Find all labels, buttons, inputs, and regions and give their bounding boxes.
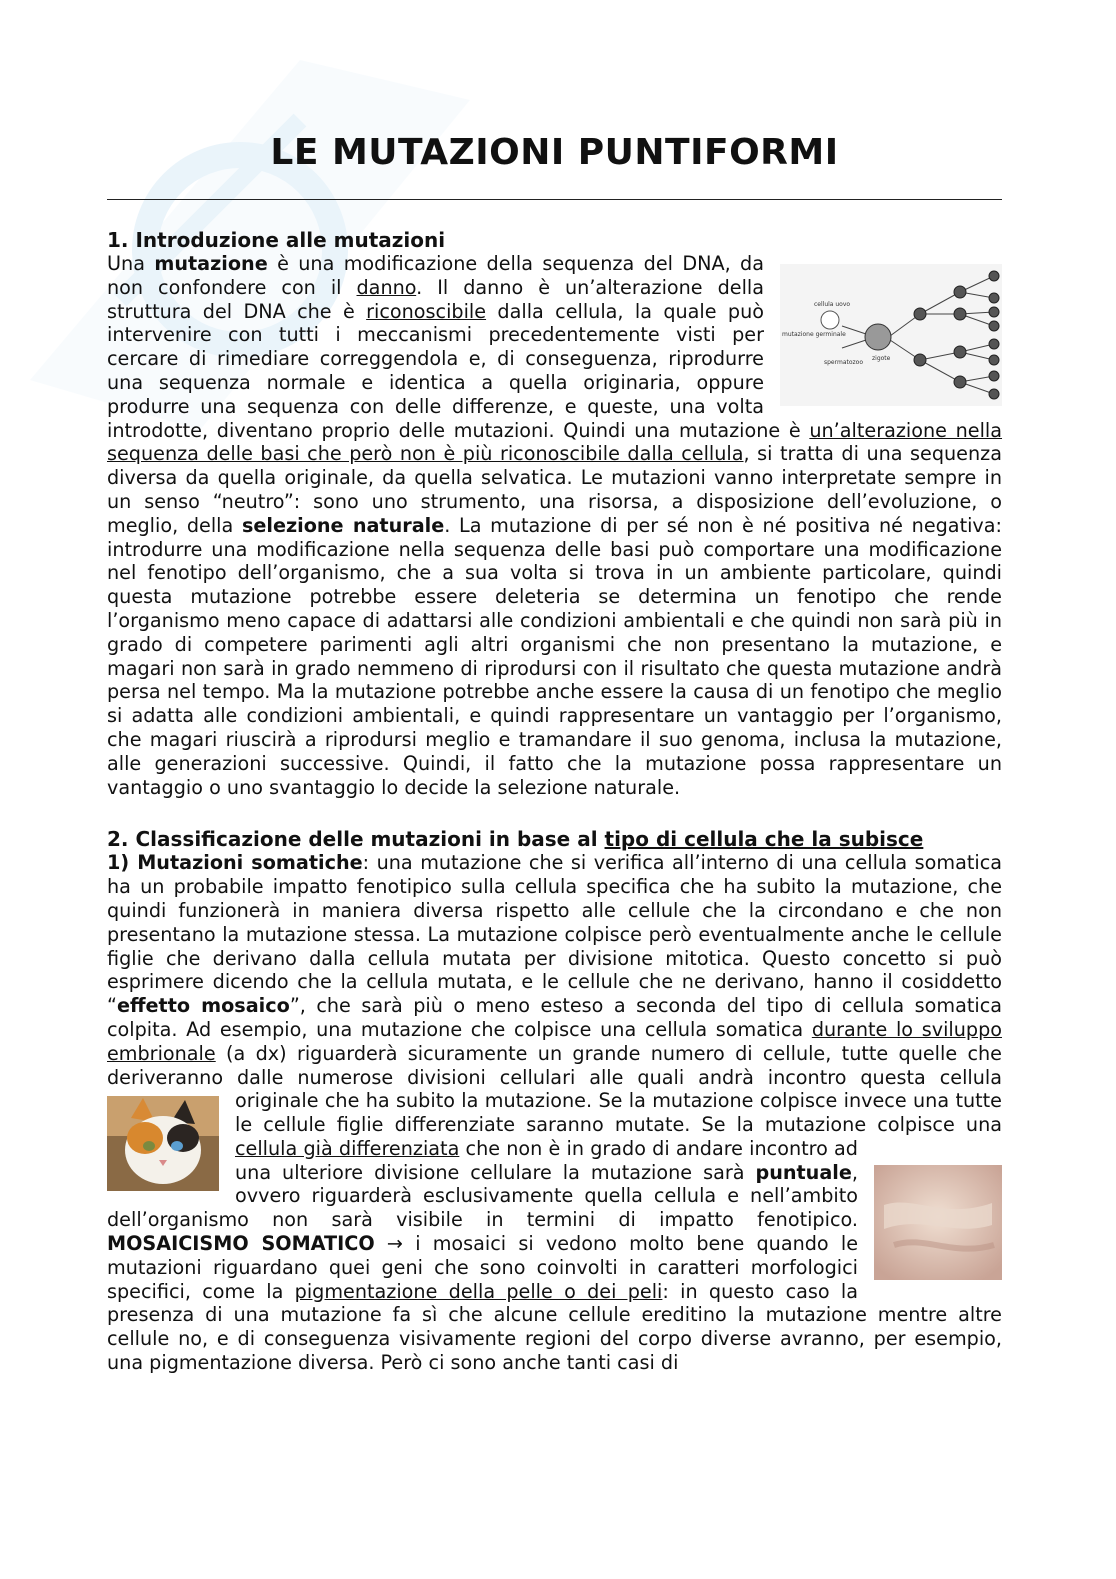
section-2-heading: 2. Classificazione delle mutazioni in base al tipo di cellula che la subisce xyxy=(107,827,924,852)
label-zigote: zigote xyxy=(872,355,891,362)
subheading-mutazioni-somatiche: 1) Mutazioni somatiche xyxy=(107,851,363,875)
calico-cat-photo xyxy=(107,1096,219,1191)
title-divider xyxy=(107,199,1002,200)
section-1-heading: 1. Introduzione alle mutazioni xyxy=(107,228,446,252)
label-cellula-uovo: cellula uovo xyxy=(814,301,851,308)
section-1-paragraph: Una mutazione è una modificazione della sequenza del DNA, da non confondere con il danno. Il danno è un’alterazione della struttura del DNA che è riconoscibile dalla cellula, la quale può intervenire con tutti i meccanismi precedentemente visti per cercare di rimediare correggendola e, di conseguenza, riprodurre una sequenza normale e identica a quella originaria, oppure produrre una sequenza con delle differenze, e queste, una volta introdotte, diventano proprio delle mutazioni. Quindi una mutazione è un’alterazione nella sequenza delle basi che però non è più riconoscibile dalla cellula, si tratta di una sequenza diversa da quella originale, da quella selvatica. Le mutazioni vanno interpretate sempre in un senso “neutro”: sono uno strumento, una risorsa, a disposizione dell’evoluzione, o meglio, della selezione naturale. La mutazione di per sé non è né positiva né negativa: introdurre una modificazione nella sequenza delle basi può comportare una modificazione nel fenotipo dell’organismo, che a sua volta si trova in un ambiente particolare, quindi questa mutazione potrebbe essere deleteria se determina un fenotipo che rende l’organismo meno capace di adattarsi alle condizioni ambientali e che quindi non sarà più in grado di competere parimenti agli altri organismi che non presentano la mutazione, e magari non sarà in grado nemmeno di riprodursi con il risultato che questa mutazione andrà persa nel tempo. Ma la mutazione potrebbe anche essere la causa di un fenotipo che meglio si adatta alle condizioni ambientali, e quindi rappresentare un vantaggio per l’organismo, che magari riuscirà a riprodursi meglio e tramandare il suo genoma, inclusa la mutazione, alle generazioni successive. Quindi, il fatto che la mutazione possa rappresentare un vantaggio o uno svantaggio lo decide la selezione naturale. xyxy=(107,252,1003,799)
label-mutazione-germinale: mutazione germinale xyxy=(782,331,846,338)
label-spermatozoo: spermatozoo xyxy=(824,359,864,366)
page-title: LE MUTAZIONI PUNTIFORMI xyxy=(270,132,839,173)
document-body xyxy=(107,228,1002,1375)
skin-mosaic-photo xyxy=(874,1165,1002,1280)
section-2-paragraph: 1) Mutazioni somatiche: una mutazione che si verifica all’interno di una cellula somatica ha un probabile impatto fenotipico sulla cellula specifica che ha subito la mutazione, che quindi funzionerà in maniera diversa rispetto alle cellule che la circondano e che non presentano la mutazione stessa. La mutazione colpisce però eventualmente anche le cellule figlie che derivano dalla cellula mutata per divisione mitotica. Questo concetto si può esprimere dicendo che la cellula mutata, e le cellule che ne derivano, hanno il cosiddetto “effetto mosaico”, che sarà più o meno esteso a seconda del tipo di cellula somatica colpita. Ad esempio, una mutazione che colpisce una cellula somatica durante lo sviluppo embrionale (a dx) riguarderà sicuramente un grande numero di cellule, tutte quelle che deriveranno dalle numerose divisioni cellulari alle quali andrà incontro questa cellula originale che ha subito la mutazione. Se la mutazione colpisce invece una tutte le cellule figlie differenziate saranno mutate. Se la mutazione colpisce una cellula già differenziata che non è in grado di andare incontro ad una ulteriore divisione cellulare la mutazione sarà puntuale, ovvero riguarderà esclusivamente quella cellula e nell’ambito dell’organismo non sarà visibile in termini di impatto fenotipico. MOSAICISMO SOMATICO → i mosaici si vedono molto bene quando le mutazioni riguardano quei geni che sono coinvolti in caratteri morfologici specifici, come la pigmentazione della pelle o dei peli: in questo caso la presenza di una mutazione fa sì che alcune cellule ereditino la mutazione mentre altre cellule no, e di conseguenza visivamente regioni del corpo diverse avranno, per esempio, una pigmentazione diversa. Però ci sono anche tanti casi di xyxy=(107,851,1003,1375)
mutation-lineage-diagram xyxy=(780,264,1002,406)
